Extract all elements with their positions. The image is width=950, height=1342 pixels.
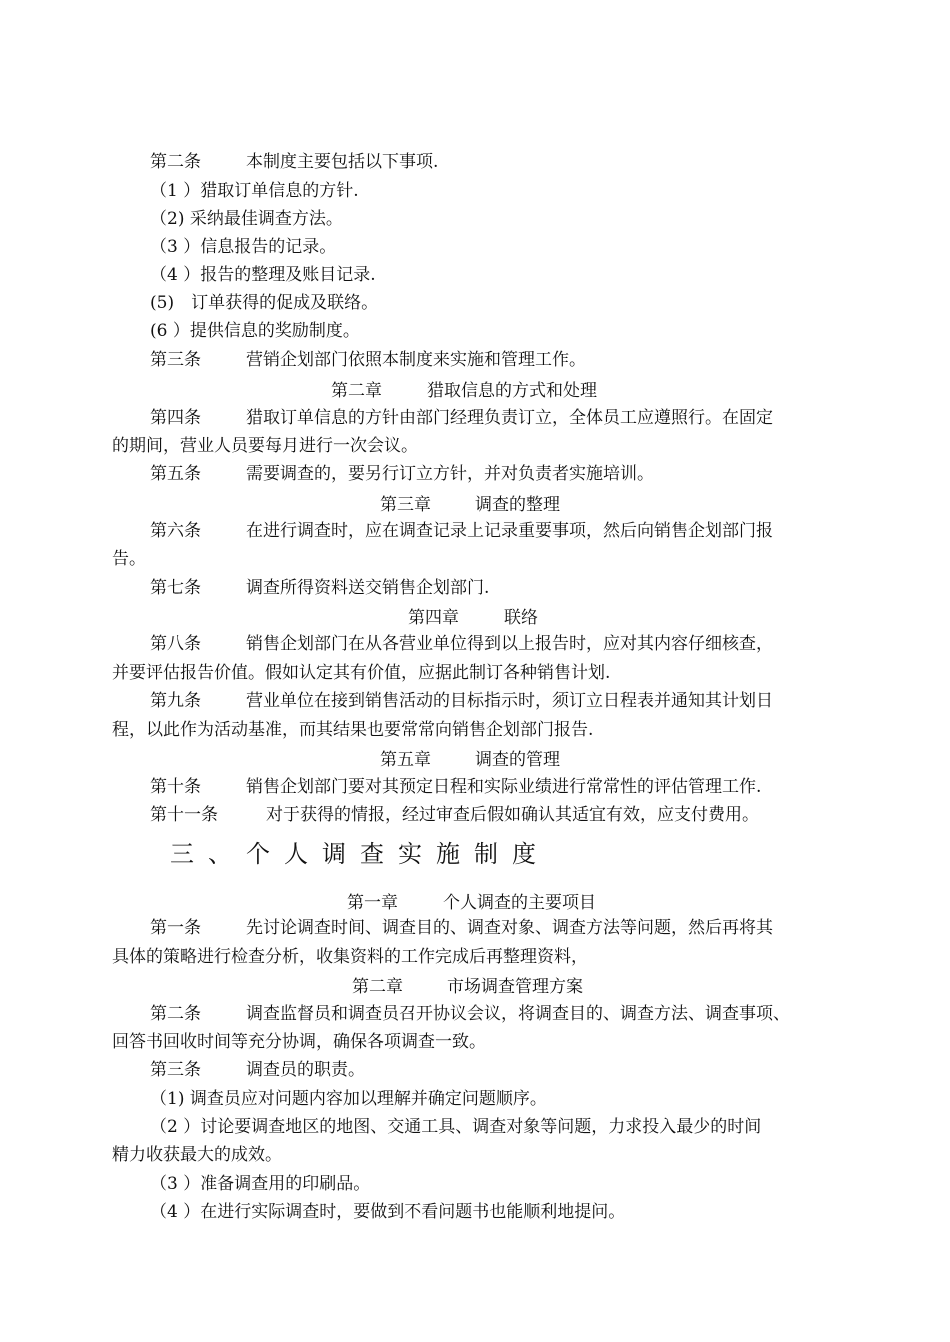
article-label: 第十一条: [150, 805, 218, 825]
article-text-continued: 告。: [112, 549, 146, 569]
article-text-continued: 的期间，营业人员要每月进行一次会议。: [112, 436, 418, 456]
list-item: [0, 261, 950, 289]
list-item-text-continued: 精力收获最大的成效。: [112, 1145, 282, 1165]
article-text: 营业单位在接到销售活动的目标指示时，须订立日程表并通知其计划日: [246, 691, 773, 711]
chapter-heading: [0, 377, 950, 405]
chapter-title: 调查的管理: [475, 750, 560, 770]
chapter-title: 猎取信息的方式和处理: [427, 381, 597, 401]
article-text: 在进行调查时，应在调查记录上记录重要事项，然后向销售企划部门报: [246, 521, 773, 541]
chapter-heading: [0, 889, 950, 917]
article-text: 本制度主要包括以下事项.: [246, 152, 439, 172]
chapter-heading: [0, 746, 950, 774]
article-continuation: [0, 1028, 950, 1056]
article-label: 第三条: [150, 1060, 201, 1080]
chapter-title: 调查的整理: [475, 495, 560, 515]
list-item-text: (6 ）提供信息的奖励制度。: [150, 321, 360, 341]
list-item: [0, 1198, 950, 1226]
article-text-continued: 具体的策略进行检查分析，收集资料的工作完成后再整理资料，: [112, 947, 588, 967]
chapter-number: 第二章: [331, 381, 382, 401]
list-item: [0, 317, 950, 345]
article-label: 第七条: [150, 578, 201, 598]
list-item: [0, 205, 950, 233]
article-text-continued: 程，以此作为活动基准，而其结果也要常常向销售企划部门报告.: [112, 720, 594, 740]
article-text: 对于获得的情报，经过审查后假如确认其适宜有效，应支付费用。: [266, 805, 759, 825]
article-line: [0, 630, 950, 658]
chapter-heading: [0, 604, 950, 632]
chapter-heading: [0, 973, 950, 1001]
article-line: [0, 687, 950, 715]
list-item-text: （4 ）在进行实际调查时，要做到不看问题书也能顺利地提问。: [150, 1202, 626, 1222]
article-label: 第五条: [150, 464, 201, 484]
article-label: 第九条: [150, 691, 201, 711]
list-item-text: （1) 调查员应对问题内容加以理解并确定问题顺序。: [150, 1089, 547, 1109]
list-item-text: （3 ）准备调查用的印刷品。: [150, 1174, 371, 1194]
list-item-continuation: [0, 1141, 950, 1169]
article-label: 第四条: [150, 408, 201, 428]
section-title: 三、个人调查实施制度: [170, 840, 550, 868]
list-item: [0, 233, 950, 261]
list-item: [0, 1170, 950, 1198]
article-label: 第三条: [150, 350, 201, 370]
article-text: 调查员的职责。: [246, 1060, 365, 1080]
article-line: [0, 460, 950, 488]
chapter-number: 第一章: [347, 893, 398, 913]
article-line: [0, 404, 950, 432]
list-item-text: （4 ）报告的整理及账目记录.: [150, 265, 376, 285]
article-text: 猎取订单信息的方针由部门经理负责订立，全体员工应遵照行。在固定: [246, 408, 773, 428]
chapter-number: 第二章: [352, 977, 403, 997]
article-text: 销售企划部门在从各营业单位得到以上报告时，应对其内容仔细核查，: [246, 634, 773, 654]
article-text-continued: 并要评估报告价值。假如认定其有价值，应据此制订各种销售计划.: [112, 663, 611, 683]
article-line: [0, 773, 950, 801]
article-continuation: [0, 545, 950, 573]
list-item: [0, 1113, 950, 1141]
chapter-title: 个人调查的主要项目: [443, 893, 596, 913]
list-item: [0, 289, 950, 317]
article-text: 需要调查的，要另行订立方针，并对负责者实施培训。: [246, 464, 654, 484]
chapter-heading: [0, 491, 950, 519]
list-item: [0, 1085, 950, 1113]
article-line: [0, 1000, 950, 1028]
article-line: [0, 148, 950, 176]
list-item-text: （3 ）信息报告的记录。: [150, 237, 337, 257]
article-line: [0, 1056, 950, 1084]
article-label: 第六条: [150, 521, 201, 541]
article-label: 第十条: [150, 777, 201, 797]
section-heading: [0, 834, 950, 874]
article-text: 调查所得资料送交销售企划部门.: [246, 578, 490, 598]
article-text: 调查监督员和调查员召开协议会议，将调查目的、调查方法、调查事项、: [246, 1004, 790, 1024]
article-label: 第二条: [150, 1004, 201, 1024]
article-line: [0, 574, 950, 602]
article-continuation: [0, 943, 950, 971]
list-item: [0, 177, 950, 205]
chapter-number: 第四章: [408, 608, 459, 628]
article-text: 先讨论调查时间、调查目的、调查对象、调查方法等问题，然后再将其: [246, 918, 773, 938]
list-item-text: （2) 采纳最佳调查方法。: [150, 209, 343, 229]
article-text-continued: 回答书回收时间等充分协调，确保各项调查一致。: [112, 1032, 486, 1052]
chapter-number: 第五章: [380, 750, 431, 770]
article-text: 销售企划部门要对其预定日程和实际业绩进行常常性的评估管理工作.: [246, 777, 762, 797]
article-label: 第八条: [150, 634, 201, 654]
article-text: 营销企划部门依照本制度来实施和管理工作。: [246, 350, 586, 370]
list-item-text: （1 ）猎取订单信息的方针.: [150, 181, 359, 201]
article-line: [0, 346, 950, 374]
article-line: [0, 914, 950, 942]
article-label: 第二条: [150, 152, 201, 172]
article-line: [0, 801, 950, 829]
list-item-text: （2 ）讨论要调查地区的地图、交通工具、调查对象等问题，力求投入最少的时间: [150, 1117, 762, 1137]
chapter-title: 市场调查管理方案: [447, 977, 583, 997]
article-continuation: [0, 716, 950, 744]
chapter-title: 联络: [504, 608, 538, 628]
article-continuation: [0, 659, 950, 687]
list-item-text: (5) 订单获得的促成及联络。: [150, 293, 379, 313]
chapter-number: 第三章: [380, 495, 431, 515]
article-continuation: [0, 432, 950, 460]
article-line: [0, 517, 950, 545]
article-label: 第一条: [150, 918, 201, 938]
